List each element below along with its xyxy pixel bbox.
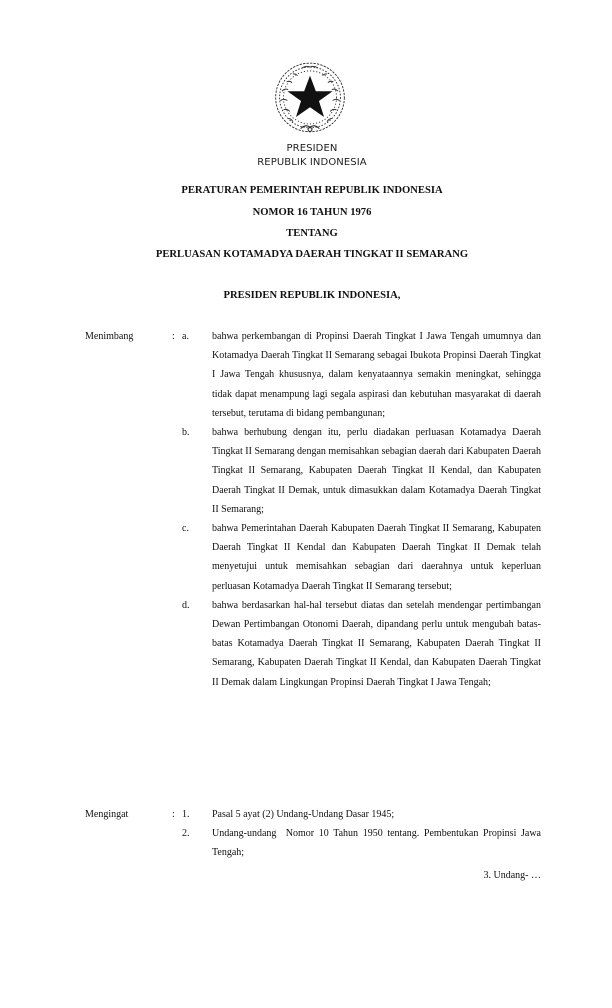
item-text: bahwa berdasarkan hal-hal tersebut diatas dan setelah mendengar pertimbangan Dewan Pertimbangan Otonomi Daerah, dipandang perlu untuk mengubah batas-batas Kotamadya Daerah Tingkat II Semarang, Kabupaten Daerah Tingkat II Semarang, Kabupaten Daerah Tingkat II Kendal, dan Kabupaten Daerah Tingkat II Demak dalam Lingkungan Propinsi Daerah Tingkat I Jawa Tengah; [212,599,541,688]
preamble-heading: PRESIDEN REPUBLIK INDONESIA, [223,290,401,301]
menimbang-item-c [85,519,545,596]
item-text: bahwa Pemerintahan Daerah Kabupaten Daerah Tingkat II Semarang, Kabupaten Daerah Tingkat II Kendal dan Kabupaten Daerah Tingkat II Demak telah menyetujui untuk memisahkan sebagian dari daerahnya untuk keperluan perluasan Kotamadya Daerah Tingkat II Semarang tersebut; [212,523,541,592]
mengingat-colon: : [172,809,175,820]
letterhead-line2: REPUBLIK INDONESIA [257,157,367,168]
regulation-tentang: TENTANG [286,228,338,239]
item-marker: b. [182,427,190,439]
item-marker: a. [182,331,189,342]
menimbang-item-b [85,423,545,519]
regulation-title: PERATURAN PEMERINTAH REPUBLIK INDONESIA [181,185,443,196]
menimbang-colon: : [172,331,175,342]
menimbang-item-a [85,327,545,423]
item-text: Undang-undang Nomor 10 Tahun 1950 tentang. Pembentukan Propinsi Jawa Tengah; [212,828,544,859]
regulation-subject: PERLUASAN KOTAMADYA DAERAH TINGKAT II SEMARANG [155,249,469,260]
item-marker: 2. [182,828,190,840]
presidential-seal-icon [271,60,349,138]
item-text: bahwa berhubung dengan itu, perlu diadakan perluasan Kotamadya Daerah Tingkat II Semarang dengan memisahkan sebagian daerah dari Kabupaten Daerah Tingkat II Semarang, Kabupaten Daerah Tingkat II Kendal, dan Kabupaten Daerah Tingkat II Demak, untuk dimasukkan dalam Kotamadya Daerah Tingkat II Semarang; [212,427,541,515]
mengingat-label: Mengingat [85,809,129,820]
letterhead-line1: PRESIDEN [286,143,338,154]
item-text: bahwa perkembangan di Propinsi Daerah Tingkat I Jawa Tengah umumnya dan Kotamadya Daerah Tingkat II Semarang sebagai Ibukota Propinsi Daerah Tingkat I Jawa Tengah khususnya, dalam kenyataannya semakin meningkat, sehingga tidak dapat menampung lagi segala aspirasi dan kebutuhan masyarakat di daerah tersebut, terutama di bidang pembangunan; [212,331,541,419]
mengingat-item-2 [85,824,545,862]
item-text: Pasal 5 ayat (2) Undang-Undang Dasar 1945; [212,809,395,820]
page-continuation-marker: 3. Undang- … [483,870,541,881]
item-marker: c. [182,523,189,535]
menimbang-item-d [85,596,545,692]
regulation-number: NOMOR 16 TAHUN 1976 [252,207,372,218]
item-marker: d. [182,599,190,611]
mengingat-section [85,805,545,863]
mengingat-item-1 [85,805,545,824]
menimbang-section [85,327,545,692]
item-marker: 1. [182,809,190,820]
menimbang-label: Menimbang [85,331,134,342]
